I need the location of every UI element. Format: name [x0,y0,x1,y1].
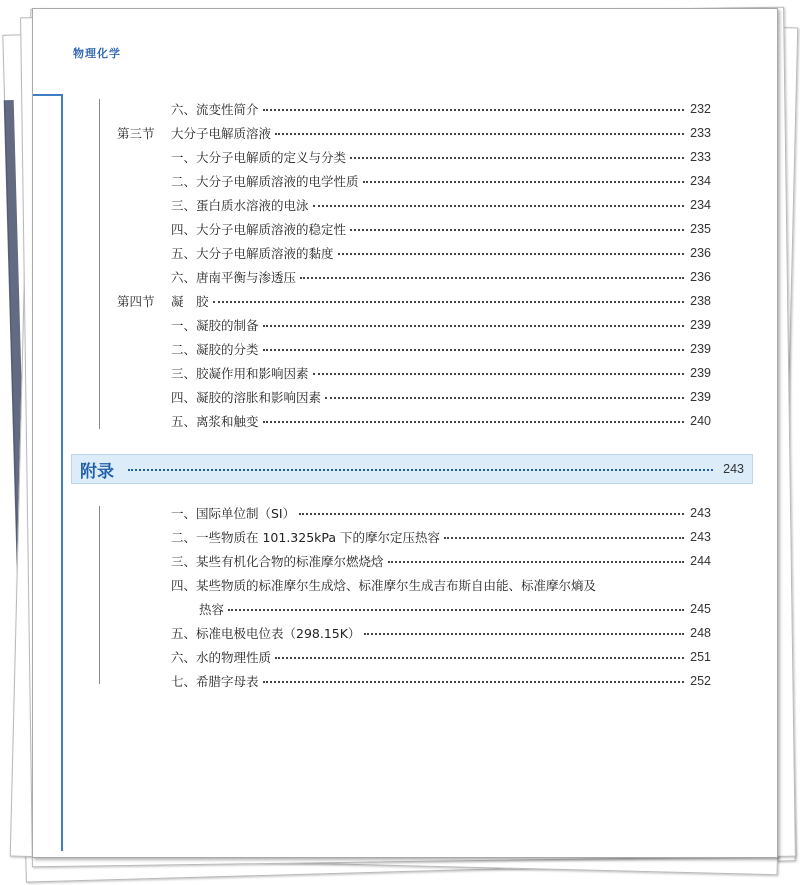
appendix-page-number: 243 [723,462,744,476]
leader-dots [300,277,684,279]
toc-page-number: 239 [690,390,711,404]
toc-entry-title: 六、唐南平衡与渗透压 [171,270,297,285]
appendix-title: 附录 [80,461,114,482]
toc-page-number: 243 [690,530,711,544]
toc-page-number: 233 [690,126,711,140]
leader-dots [388,561,685,563]
toc-entry-continuation[interactable] [199,599,711,619]
toc-entry[interactable] [117,315,711,335]
toc-entry-title: 四、凝胶的溶胀和影响因素 [171,390,322,405]
leader-dots [213,301,685,303]
toc-page-number: 245 [690,602,711,616]
leader-dots [263,681,685,683]
toc-page-number: 248 [690,626,711,640]
toc-page-number: 243 [690,506,711,520]
appendix-heading[interactable] [71,454,753,484]
toc-page-number: 251 [690,650,711,664]
toc-entry[interactable] [117,147,711,167]
toc-entry[interactable] [171,527,711,547]
toc-entry-title: 五、离浆和触变 [171,414,259,429]
toc-entry-title: 热容 [199,602,225,617]
toc-entry[interactable] [117,171,711,191]
toc-entry[interactable] [117,123,711,143]
toc-page-number: 239 [690,366,711,380]
leader-dots [275,133,684,135]
toc-page-number: 234 [690,198,711,212]
toc-entry-title: 一、大分子电解质的定义与分类 [171,150,347,165]
toc-page-number: 240 [690,414,711,428]
leader-dots [128,469,713,471]
toc-entry[interactable] [117,387,711,407]
toc-section-label: 第四节 [117,294,155,309]
toc-entry[interactable] [117,243,711,263]
toc-entry-title: 二、大分子电解质溶液的电学性质 [171,174,359,189]
toc-entry[interactable] [117,339,711,359]
toc-entry[interactable] [171,575,711,595]
toc-entry-title: 六、流变性简介 [171,102,259,117]
margin-tab [33,94,63,96]
toc-entry-title: 凝 胶 [171,294,209,309]
toc-entry[interactable] [117,219,711,239]
toc-entry-title: 大分子电解质溶液 [171,126,272,141]
toc-entry[interactable] [171,671,711,691]
toc-page-number: 233 [690,150,711,164]
toc-entry-title: 四、某些物质的标准摩尔生成焓、标准摩尔生成吉布斯自由能、标准摩尔熵及 [171,578,597,593]
toc-entry[interactable] [117,99,711,119]
leader-dots [263,421,685,423]
toc-page-number: 239 [690,318,711,332]
toc-entry[interactable] [171,647,711,667]
toc-page-number: 239 [690,342,711,356]
section-rule [99,99,100,429]
toc-entry-title: 二、一些物质在 101.325kPa 下的摩尔定压热容 [171,530,441,545]
toc-page-number: 232 [690,102,711,116]
leader-dots [338,253,685,255]
toc-page-number: 236 [690,270,711,284]
toc-section-label: 第三节 [117,126,155,141]
toc-entry[interactable] [117,363,711,383]
toc-entry[interactable] [117,291,711,311]
toc-page-number: 238 [690,294,711,308]
leader-dots [350,157,684,159]
toc-page-number: 252 [690,674,711,688]
leader-dots [263,349,685,351]
toc-page-number: 235 [690,222,711,236]
leader-dots [350,229,684,231]
leader-dots [444,537,684,539]
toc-entry-title: 五、大分子电解质溶液的黏度 [171,246,334,261]
leader-dots [228,609,684,611]
toc-page-number: 244 [690,554,711,568]
toc-page [32,8,778,858]
toc-entry[interactable] [117,267,711,287]
toc-entry[interactable] [171,623,711,643]
leader-dots [275,657,684,659]
toc-entry-title: 一、凝胶的制备 [171,318,259,333]
leader-dots [363,181,685,183]
leader-dots [313,205,685,207]
leader-dots [299,513,684,515]
toc-entry-title: 三、胶凝作用和影响因素 [171,366,309,381]
toc-entry-title: 一、国际单位制（SI） [171,506,296,521]
toc-entry[interactable] [171,503,711,523]
toc-entry-title: 七、希腊字母表 [171,674,259,689]
leader-dots [325,397,684,399]
toc-entry[interactable] [117,195,711,215]
toc-entry-title: 四、大分子电解质溶液的稳定性 [171,222,347,237]
leader-dots [364,633,684,635]
toc-entry-title: 三、某些有机化合物的标准摩尔燃烧焓 [171,554,384,569]
leader-dots [263,325,685,327]
toc-entry-title: 二、凝胶的分类 [171,342,259,357]
leader-dots [313,373,685,375]
toc-entry-title: 五、标准电极电位表（298.15K） [171,626,361,641]
toc-entry-title: 六、水的物理性质 [171,650,272,665]
leader-dots [263,109,685,111]
toc-entry[interactable] [117,411,711,431]
toc-entry-title: 三、蛋白质水溶液的电泳 [171,198,309,213]
toc-entry[interactable] [171,551,711,571]
toc-page-number: 234 [690,174,711,188]
margin-rule [61,96,63,851]
section-rule [99,506,100,684]
toc-page-number: 236 [690,246,711,260]
book-title: 物理化学 [73,47,121,60]
